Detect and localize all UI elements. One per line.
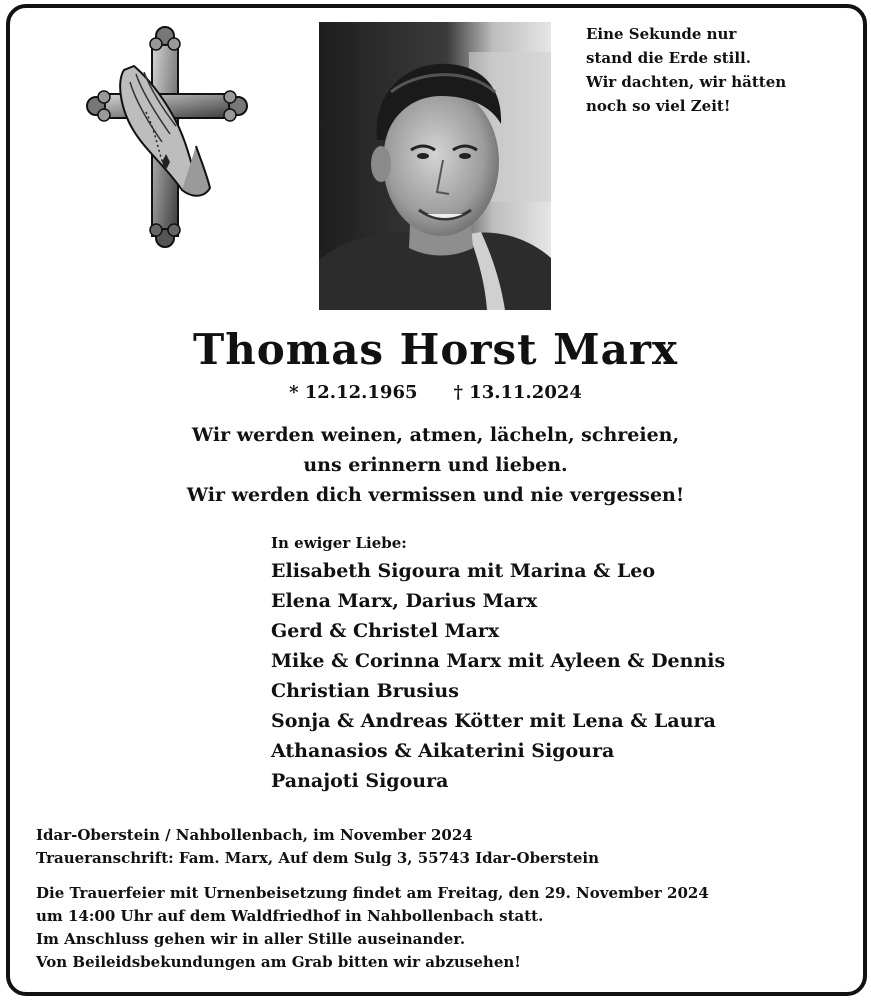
portrait-photo <box>319 22 551 310</box>
service-line: Im Anschluss gehen wir in aller Stille auseinander. <box>36 930 466 948</box>
service-line: Die Trauerfeier mit Urnenbeisetzung findet am Freitag, den 29. November 2024 <box>36 884 709 902</box>
mourning-address: Traueranschrift: Fam. Marx, Auf dem Sulg 3, 55743 Idar-Oberstein <box>36 849 600 867</box>
poem-line: noch so viel Zeit! <box>586 97 731 115</box>
poem-line: Eine Sekunde nur <box>586 25 737 43</box>
service-line: um 14:00 Uhr auf dem Waldfriedhof in Nahbollenbach statt. <box>36 907 544 925</box>
mourner-entry: Sonja & Andreas Kötter mit Lena & Laura <box>271 710 716 732</box>
verse-line: uns erinnern und lieben. <box>303 454 568 476</box>
poem-line: stand die Erde still. <box>586 49 751 67</box>
mourner-entry: Elena Marx, Darius Marx <box>271 590 538 612</box>
service-line: Von Beileidsbekundungen am Grab bitten wir abzusehen! <box>36 953 521 971</box>
cross-with-praying-hands-icon <box>86 22 248 248</box>
memorial-verse <box>0 420 871 510</box>
mourner-entry: Elisabeth Sigoura mit Marina & Leo <box>271 560 656 582</box>
verse-line: Wir werden weinen, atmen, lächeln, schreien, <box>191 424 680 446</box>
mourner-entry: Athanasios & Aikaterini Sigoura <box>271 740 615 762</box>
verse-line: Wir werden dich vermissen und nie vergessen! <box>186 484 685 506</box>
service-details <box>36 882 836 974</box>
life-dates <box>0 380 871 406</box>
poem-line: Wir dachten, wir hätten <box>586 73 787 91</box>
place-date: Idar-Oberstein / Nahbollenbach, im November 2024 <box>36 826 473 844</box>
death-date: † 13.11.2024 <box>453 382 582 403</box>
mourner-entry: Panajoti Sigoura <box>271 770 449 792</box>
mourner-entry: Gerd & Christel Marx <box>271 620 500 642</box>
mourners-intro: In ewiger Liebe: <box>271 534 407 552</box>
deceased-name: Thomas Horst Marx <box>192 325 679 374</box>
mourners-list <box>271 530 861 796</box>
place-and-address <box>36 824 836 870</box>
mourner-entry: Christian Brusius <box>271 680 459 702</box>
poem-quote <box>586 22 846 118</box>
mourner-entry: Mike & Corinna Marx mit Ayleen & Dennis <box>271 650 726 672</box>
birth-date: * 12.12.1965 <box>289 382 418 403</box>
